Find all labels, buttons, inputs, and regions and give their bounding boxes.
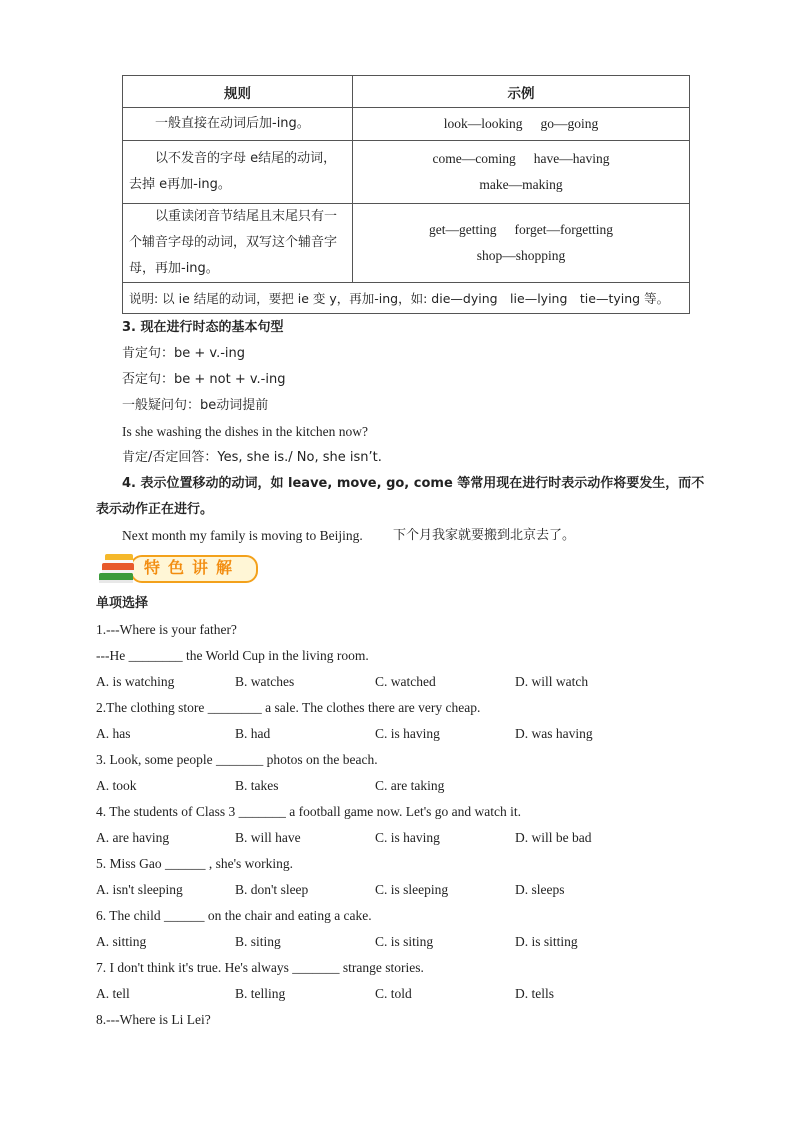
option-b[interactable]: B. watches [235, 674, 295, 689]
option-b[interactable]: B. siting [235, 934, 281, 949]
option-c[interactable]: C. are taking [375, 778, 445, 793]
question-line: ---He ________ the World Cup in the living room. [96, 648, 369, 663]
option-b[interactable]: B. will have [235, 830, 301, 845]
section4-line2: 表示动作正在进行。 [96, 502, 214, 517]
question-line: 4. The students of Class 3 _______ a football game now. Let's go and watch it. [96, 804, 521, 819]
example-cell [353, 141, 690, 204]
example-item: come—coming [432, 151, 516, 166]
option-a[interactable]: A. are having [96, 830, 170, 845]
section4-example-en: Next month my family is moving to Beijing. [122, 528, 363, 543]
banner-title: 特色讲解 [144, 558, 241, 577]
option-a[interactable]: A. sitting [96, 934, 147, 949]
option-b[interactable]: B. takes [235, 778, 279, 793]
rule-cell: 一般直接在动词后加-ing。 [123, 108, 353, 141]
option-d[interactable]: D. is sitting [515, 934, 578, 949]
question-pattern: 一般疑问句：be动词提前 [122, 398, 269, 413]
option-a[interactable]: A. isn't sleeping [96, 882, 183, 897]
option-c[interactable]: C. is having [375, 726, 440, 741]
table-note: 说明: 以 ie 结尾的动词，要把 ie 变 y，再加-ing，如: die—dying lie—lying tie—tying 等。 [123, 283, 690, 314]
table-header-example: 示例 [353, 76, 690, 108]
option-d[interactable]: D. sleeps [515, 882, 565, 897]
question-example: Is she washing the dishes in the kitchen now? [122, 424, 368, 439]
section4-line1: 4. 表示位置移动的动词，如 leave, move, go, come 等常用现在进行时表示动作将要发生，而不 [122, 476, 705, 491]
affirmative-pattern: 肯定句：be + v.-ing [122, 346, 246, 361]
example-item: look—looking [443, 116, 523, 131]
question-line: 5. Miss Gao ______ , she's working. [96, 856, 294, 871]
option-c[interactable]: C. watched [375, 674, 436, 689]
option-c[interactable]: C. is sleeping [375, 882, 449, 897]
option-d[interactable]: D. will be bad [515, 830, 592, 845]
question-line: 6. The child ______ on the chair and eating a cake. [96, 908, 372, 923]
option-b[interactable]: B. had [235, 726, 271, 741]
example-item: go—going [540, 116, 599, 131]
negative-pattern: 否定句：be + not + v.-ing [122, 372, 286, 387]
table-note-row [123, 283, 690, 314]
option-a[interactable]: A. tell [96, 986, 130, 1001]
option-b[interactable]: B. telling [235, 986, 286, 1001]
example-item: shop—shopping [476, 248, 566, 263]
answer-pattern: 肯定/否定回答：Yes, she is./ No, she isn’t. [122, 450, 382, 465]
option-a[interactable]: A. took [96, 778, 137, 793]
books-icon [96, 549, 140, 587]
table-header-rule: 规则 [123, 76, 353, 108]
option-d[interactable]: D. tells [515, 986, 554, 1001]
rule-cell: 以重读闭音节结尾且末尾只有一个辅音字母的动词，双写这个辅音字母，再加-ing。 [123, 204, 353, 283]
question-line: 3. Look, some people _______ photos on the beach. [96, 752, 378, 767]
section3-title: 3. 现在进行时态的基本句型 [122, 320, 284, 335]
example-cell [353, 204, 690, 283]
section4-example-zh: 下个月我家就要搬到北京去了。 [393, 528, 576, 543]
option-c[interactable]: C. told [375, 986, 412, 1001]
table-row [123, 141, 690, 204]
option-b[interactable]: B. don't sleep [235, 882, 309, 897]
example-item: make—making [479, 177, 563, 192]
example-item: get—getting [429, 222, 497, 237]
example-item: have—having [533, 151, 610, 166]
ing-rules-table [122, 75, 690, 314]
example-cell [353, 108, 690, 141]
question-line: 2.The clothing store ________ a sale. The clothes there are very cheap. [96, 700, 481, 715]
option-c[interactable]: C. is siting [375, 934, 434, 949]
rule-cell: 以不发音的字母 e结尾的动词，去掉 e再加-ing。 [123, 141, 353, 204]
feature-banner [96, 549, 258, 587]
option-c[interactable]: C. is having [375, 830, 440, 845]
question-line: 7. I don't think it's true. He's always _______ strange stories. [96, 960, 424, 975]
question-line: 8.---Where is Li Lei? [96, 1012, 211, 1027]
table-header-row [123, 76, 690, 108]
table-row [123, 204, 690, 283]
option-a[interactable]: A. is watching [96, 674, 175, 689]
question-line: 1.---Where is your father? [96, 622, 237, 637]
option-d[interactable]: D. was having [515, 726, 593, 741]
option-a[interactable]: A. has [96, 726, 131, 741]
table-row [123, 108, 690, 141]
option-d[interactable]: D. will watch [515, 674, 589, 689]
exercise-heading: 单项选择 [96, 596, 149, 611]
example-item: forget—forgetting [514, 222, 613, 237]
